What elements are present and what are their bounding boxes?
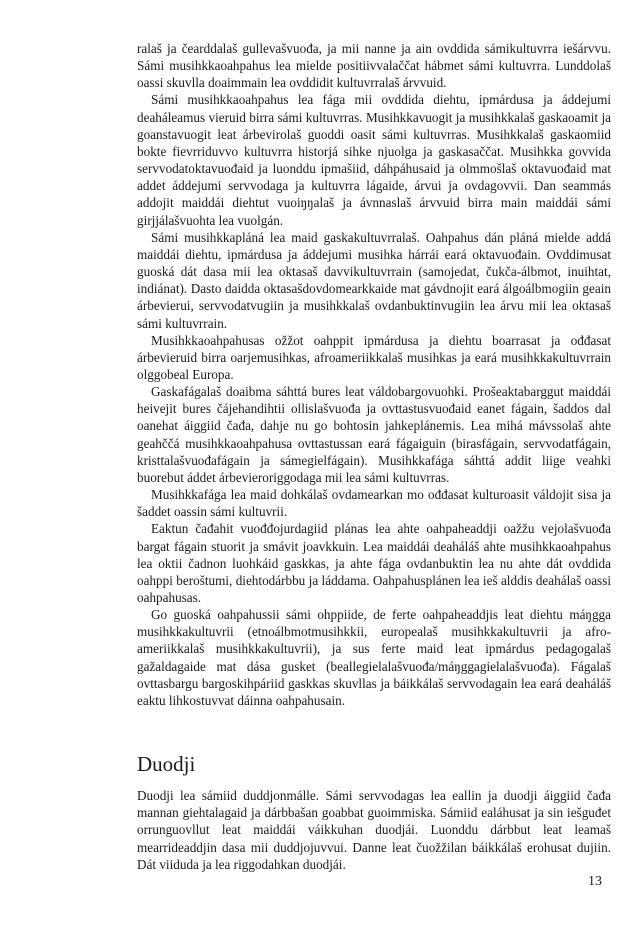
paragraph: Sámi musihkkapláná lea maid gaskakultuvrralaš. Oahpahus dán pláná mielde addá maiddái diehtu, ipmárdusa ja áddejumi musihka hárrái eará oktavuođain. Ovddimusat guoská dát dasa mii lea oktasaš davvikultuvrrain (samojedat, čukča-álbmot, inuihtat, indiánat). Dasto daidda oktasašdovdomearkkaide mat gávdnojit eará álgoálbmogiin geain árbevierui, servvodatvugiin ja musihkkalaš ovdanbuktinvugiin lea árvu mii lea oktasaš sámi kultuvrrain. [137,229,611,331]
page-number: 13 [588,874,602,889]
page-body [137,40,611,873]
paragraph: Musihkkaoahpahusas ožžot oahppit ipmárdusa ja diehtu boarrasat ja ođđasat árbevieruid birra oarjemusihkas, afroameriikkalaš musihkas ja eará musihkkakultuvrrain olggobeal Europa. [137,332,611,382]
section-text [137,787,611,873]
paragraph: Eaktun čađahit vuođđojurdagiid plánas lea ahte oahpaheaddji oažžu vejolašvuođa bargat fágain stuorit ja smávit joavkkuin. Lea maiddái deaháláš ahte musihkkaoahpahus lea oktii čadnon luohkáid gaskkas, ja ahte fága ovdanbuktin lea nu ahte dát ovddida oahppi beroštumi, diehtodárbbu ja láddama. Oahpahusplánen lea ieš alddis deahálaš oassi oahpahusas. [137,521,611,605]
paragraph: Sámi musihkkaoahpahus lea fága mii ovddida diehtu, ipmárdusa ja áddejumi deaháleamus vieruid birra sámi kultuvrras. Musihkkavuogit ja musihkkalaš gaskaoamit ja goanstavuogit leat árbevirolaš guoddi oasit sámi kultuvrras. Musihkkalaš gaskaomiid bokte fievrriduvvo kultuvrra historjá sihke njuolga ja gaskasaččat. Musihkka govvida servvodatoktavuođaid ja luonddu ipmašiid, dáhpáhusaid ja olmmošlaš oktavuođaid mat addet áddejumi servvodaga ja kultuvrra lágaide, árvui ja ovdagovvii. Dan seammás addojit maiddái diehtut vuoiŋŋalaš ja ávnnaslaš árvvuid birra main maiddái sámi girjjálašvuohta lea vuolgán. [137,92,611,228]
section-heading: Duodji [137,752,196,777]
paragraph: ralaš ja čearddalaš gullevašvuođa, ja mii nanne ja ain ovddida sámikultuvrra iešárvvu. Sámi musihkkaoahpahus lea mielde positiivvalaččat hábmet sámi kultuvrra. Lunddolaš oassi skuvlla doaimmain lea ovddidit kultuvrralaš árvvuid. [137,41,611,91]
paragraph: Go guoská oahpahussii sámi ohppiide, de ferte oahpaheaddjis leat diehtu máŋgga musihkkakultuvrii (etnoálbmotmusihkkii, europealaš musihkkakultuvrii ja afro-ameriikkalaš musihkkakultuvrii), ja sus ferte maid leat ipmárdus pedagogalaš gažaldagaide mat dása gusket (beallegielalašvuođa/máŋggagielalašvuođa). Fágalaš ovttasbargu bargoskihpáriid gaskkas skuvllas ja báikkálaš servvodagain lea eará deaháláš eaktu lihkostuvvat dáinna oahpahusain. [137,607,611,708]
paragraph: Gaskafágalaš doaibma sáhttá bures leat váldobargovuohki. Prošeaktabarggut maiddái heivejit bures čájehandihtii ollislašvuođa ja ovttastusvuođaid eanet fágain, šaddos dal oanehat áiggiid čađa, dahje nu go bohtosin jahkeplánemis. Lea mihá mávssolaš ahte geahččá musihkkaoahpahusa ovttastussan eará fágaiguin (birasfágain, servvodatfágain, kristtalašvuođafágain ja sámegielfágain). Musihkkafága sáhttá addit liige veahki buorebut áddet árbevieroriggodaga mii lea sámi kultuvrras. [137,384,611,485]
paragraph: Musihkkafága lea maid dohkálaš ovdamearkan mo ođđasat kulturoasit váldojit sisa ja šaddet oassin sámi kultuvrii. [137,487,611,520]
body-text [137,40,611,709]
paragraph: Duodji lea sámiid duddjonmálle. Sámi servvodagas lea eallin ja duodji áiggiid čađa mannan giehtalagaid ja dárbbašan goabbat guoimmiska. Sámiid ealáhusat ja sin iešguđet orrunguovllut leat maiddái váikkuhan duodjái. Luonddu dárbbut leat leamaš mearrideaddjin dasa mii duddjojuvvui. Danne leat čuožžilan báikkálaš erohusat dujiin. Dát viiduda ja lea riggodahkan duodjái. [137,788,611,872]
